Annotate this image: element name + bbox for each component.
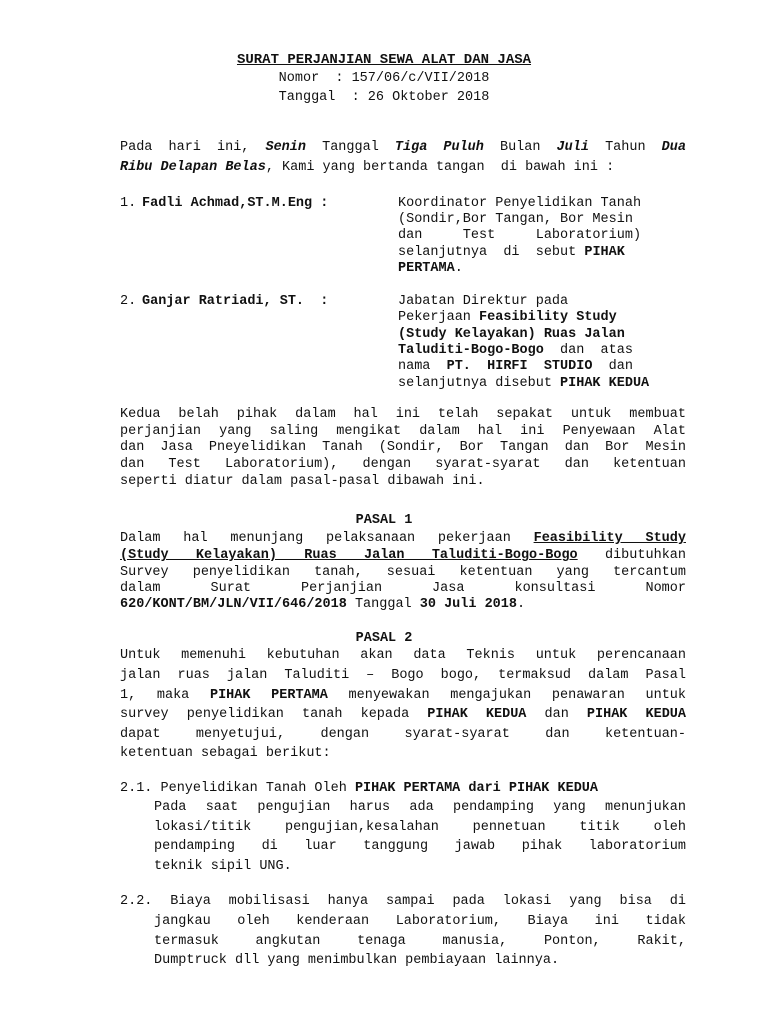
item22-line-4: Dumptruck dll yang menimbulkan pembiayaan lainnya. <box>154 953 560 968</box>
party1-name: Fadli Achmad,ST.M.Eng : <box>142 196 329 211</box>
pasal2-heading: PASAL 2 <box>355 631 413 646</box>
party2-desc-1: Jabatan Direktur pada <box>398 294 569 309</box>
agreement-line-5: seperti diatur dalam pasal-pasal dibawah ini. <box>120 474 485 489</box>
party1-number: 1. <box>120 196 137 211</box>
item22-line-3: termasuk angkutan tenaga manusia, Ponton, Rakit, <box>154 934 686 949</box>
intro-line-2: Ribu Delapan Belas, Kami yang bertanda tangan di bawah ini : <box>120 160 615 175</box>
party1-desc-5: PERTAMA. <box>398 261 463 276</box>
pasal2-line-2: jalan ruas jalan Taluditi – Bogo bogo, termaksud dalam Pasal <box>120 668 686 683</box>
agreement-line-1: Kedua belah pihak dalam hal ini telah sepakat untuk membuat <box>120 407 686 422</box>
item22-line-1: 2.2. Biaya mobilisasi hanya sampai pada lokasi yang bisa di <box>120 894 686 909</box>
pasal1-line-4: dalam Surat Perjanjian Jasa konsultasi Nomor <box>120 581 686 596</box>
agreement-line-3: dan Jasa Pneyelidikan Tanah (Sondir, Bor Tangan dan Bor Mesin <box>120 440 686 455</box>
item21-line-5: teknik sipil UNG. <box>154 859 292 874</box>
pasal1-line-1: Dalam hal menunjang pelaksanaan pekerjaan Feasibility Study <box>120 531 686 546</box>
pasal2-line-6: ketentuan sebagai berikut: <box>120 746 331 761</box>
party2-desc-5: nama PT. HIRFI STUDIO dan <box>398 359 633 374</box>
document-date: Tanggal : 26 Oktober 2018 <box>278 90 490 105</box>
agreement-line-4: dan Test Laboratorium), dengan syarat-syarat dan ketentuan <box>120 457 686 472</box>
party1-desc-2: (Sondir,Bor Tangan, Bor Mesin <box>398 212 633 227</box>
agreement-line-2: perjanjian yang saling mengikat dalam hal ini Penyewaan Alat <box>120 424 686 439</box>
party2-desc-2: Pekerjaan Feasibility Study <box>398 310 617 325</box>
pasal1-line-3: Survey penyelidikan tanah, sesuai ketentuan yang tercantum <box>120 565 686 580</box>
document-number: Nomor : 157/06/c/VII/2018 <box>278 71 490 86</box>
party2-desc-6: selanjutnya disebut PIHAK KEDUA <box>398 376 650 391</box>
party1-desc-1: Koordinator Penyelidikan Tanah <box>398 196 642 211</box>
party1-desc-4: selanjutnya di sebut PIHAK <box>398 245 625 260</box>
pasal2-line-3: 1, maka PIHAK PERTAMA menyewakan mengajukan penawaran untuk <box>120 688 686 703</box>
pasal1-heading: PASAL 1 <box>355 513 413 528</box>
pasal1-line-5: 620/KONT/BM/JLN/VII/646/2018 Tanggal 30 Juli 2018. <box>120 597 526 612</box>
item21-line-2: Pada saat pengujian harus ada pendamping yang menunjukan <box>154 800 686 815</box>
pasal1-line-2: (Study Kelayakan) Ruas Jalan Taluditi-Bogo-Bogo dibutuhkan <box>120 548 686 563</box>
party2-number: 2. <box>120 294 137 309</box>
item21-line-1: 2.1. Penyelidikan Tanah Oleh PIHAK PERTAMA dari PIHAK KEDUA <box>120 781 598 796</box>
pasal2-line-4: survey penyelidikan tanah kepada PIHAK KEDUA dan PIHAK KEDUA <box>120 707 686 722</box>
party2-desc-4: Taluditi-Bogo-Bogo dan atas <box>398 343 633 358</box>
item21-line-4: pendamping di luar tanggung jawab pihak laboratorium <box>154 839 686 854</box>
party2-desc-3: (Study Kelayakan) Ruas Jalan <box>398 327 625 342</box>
pasal2-line-5: dapat menyetujui, dengan syarat-syarat dan ketentuan- <box>120 727 686 742</box>
party2-name: Ganjar Ratriadi, ST. : <box>142 294 329 309</box>
party1-desc-3: dan Test Laboratorium) <box>398 228 642 243</box>
item22-line-2: jangkau oleh kenderaan Laboratorium, Biaya ini tidak <box>154 914 686 929</box>
intro-line-1: Pada hari ini, Senin Tanggal Tiga Puluh Bulan Juli Tahun Dua <box>120 140 686 155</box>
pasal2-line-1: Untuk memenuhi kebutuhan akan data Teknis untuk perencanaan <box>120 648 686 663</box>
item21-line-3: lokasi/titik pengujian,kesalahan pennetuan titik oleh <box>154 820 686 835</box>
document-title: SURAT PERJANJIAN SEWA ALAT DAN JASA <box>236 52 532 68</box>
